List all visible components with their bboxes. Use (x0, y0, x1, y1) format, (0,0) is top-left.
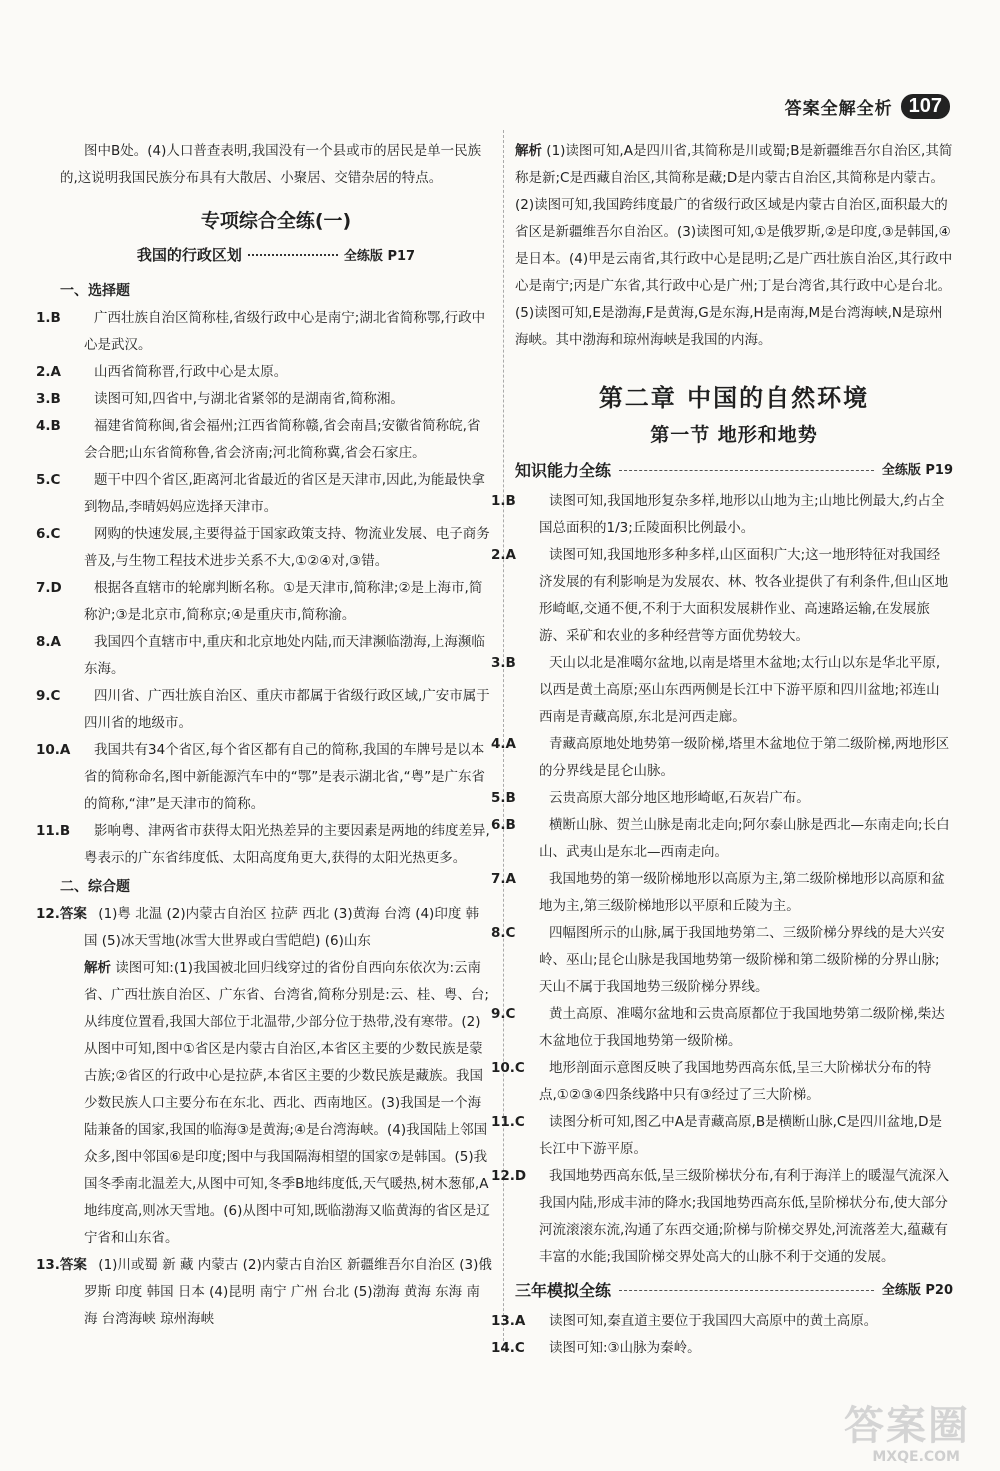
answer-text: 读图可知,秦直道主要位于我国四大高原中的黄土高原。 (549, 1313, 878, 1329)
answer-text: 我国共有34个省区,每个省区都有自己的简称,我国的车牌号是以本省的简称命名,图中新能源汽车中的“鄂”是表示湖北省,“粤”是广东省的简称,“津”是天津市的简称。 (84, 742, 486, 812)
answer-text: 黄土高原、准噶尔盆地和云贵高原都位于我国地势第二级阶梯,柴达木盆地位于我国地势第一级阶梯。 (539, 1006, 945, 1049)
answer-item (491, 1163, 953, 1271)
q12-answer (36, 901, 492, 955)
q12-analysis-text: 读图可知:(1)我国被北回归线穿过的省份自西向东依次为:云南省、广西壮族自治区、广东省、台湾省,简称分别是:云、桂、粤、台;从纬度位置看,我国大部位于北温带,少部分位于热带,没有寒带。(2)从图中可知,图中①省区是内蒙古自治区,本省区主要的少数民族是蒙古族;②省区的行政中心是拉萨,本省区主要的少数民族是藏族。我国少数民族人口主要分布在东北、西北、西南地区。(3)我国是一个海陆兼备的国家,我国的临海③是黄海;④是台湾海峡。(4)我国陆上邻国众多,图中邻国⑥是印度;图中与我国隔海相望的国家⑦是韩国。(5)我国冬季南北温差大,从图中可知,冬季B地纬度低,天气暖热,树木葱郁,A地纬度高,则冰天雪地。(6)从图中可知,既临渤海又临黄海的省区是辽宁省和山东省。 (84, 960, 490, 1246)
q12-answer-text: (1)粤 北温 (2)内蒙古自治区 拉萨 西北 (3)黄海 台湾 (4)印度 韩国 (5)冰天雪地(冰雪大世界或白雪皑皑) (6)山东 (84, 906, 480, 949)
answer-text: 读图分析可知,图乙中A是青藏高原,B是横断山脉,C是四川盆地,D是长江中下游平原。 (539, 1114, 942, 1157)
answer-text: 青藏高原地处地势第一级阶梯,塔里木盆地位于第二级阶梯,两地形区的分界线是昆仑山脉。 (539, 736, 950, 779)
watermark-url: MXQE.COM (872, 1449, 960, 1465)
answer-number: 9.C (36, 688, 61, 704)
answer-item (491, 1109, 953, 1163)
answer-number: 7.D (36, 580, 62, 596)
left-answer-list (36, 305, 492, 872)
answer-item (36, 467, 492, 521)
left-column (36, 138, 492, 1431)
bar-three-year-line (619, 1290, 874, 1291)
answer-number: 1.B (491, 493, 516, 509)
subsection-ref: 全练版 P17 (343, 249, 416, 264)
answer-text: 我国四个直辖市中,重庆和北京地处内陆,而天津濒临渤海,上海濒临东海。 (84, 634, 485, 677)
watermark-logo: 答案圈 (844, 1403, 970, 1449)
answer-number: 11.B (36, 823, 71, 839)
answer-number: 11.C (491, 1114, 525, 1130)
answer-number: 6.B (491, 817, 516, 833)
answer-number: 5.C (36, 472, 61, 488)
category-choice: 一、选择题 (60, 283, 130, 299)
answer-item (36, 305, 492, 359)
subsection-title (60, 242, 492, 270)
answer-text: 福建省简称闽,省会福州;江西省简称赣,省会南昌;安徽省简称皖,省会合肥;山东省简称鲁,省会济南;河北简称冀,省会石家庄。 (84, 418, 481, 461)
answer-text: 读图可知:③山脉为秦岭。 (549, 1340, 701, 1356)
answer-number: 2.A (36, 364, 61, 380)
q13-analysis-label: 解析 (515, 143, 542, 159)
chapter-title: 第二章 中国的自然环境 (598, 384, 870, 412)
bar-three-year-title: 三年模拟全练 (515, 1281, 612, 1300)
intro-paragraph: 图中B处。(4)人口普查表明,我国没有一个县或市的居民是单一民族的,这说明我国民族分布具有大散居、小聚居、交错杂居的特点。 (60, 143, 482, 186)
bar-three-year-ref: 全练版 P20 (881, 1283, 953, 1298)
answer-item (491, 812, 953, 866)
answer-number: 4.A (491, 736, 516, 752)
subsection-name: 我国的行政区划 (136, 246, 242, 264)
answer-text: 读图可知,我国地形复杂多样,地形以山地为主;山地比例最大,约占全国总面积的1/3;丘陵面积比例最小。 (539, 493, 945, 536)
answer-number: 10.A (36, 742, 71, 758)
answer-number: 3.B (491, 655, 516, 671)
answer-text: 我国地势的第一级阶梯地形以高原为主,第二级阶梯地形以高原和盆地为主,第三级阶梯地形以平原和丘陵为主。 (539, 871, 945, 914)
q13-analysis-text: (1)读图可知,A是四川省,其简称是川或蜀;B是新疆维吾尔自治区,其简称是新;C是西藏自治区,其简称是藏;D是内蒙古自治区,其简称是内蒙古。(2)读图可知,我国跨纬度最广的省级行政区域是内蒙古自治区,面积最大的省区是新疆维吾尔自治区。(3)读图可知,①是俄罗斯,②是印度,③是韩国,④是日本。(4)甲是云南省,其行政中心是昆明;乙是广西壮族自治区,其行政中心是南宁;丙是广东省,其行政中心是广州;丁是台湾省,其行政中心是台北。(5)读图可知,E是渤海,F是黄海,G是东海,H是南海,M是台湾海峡,N是琼州海峡。其中渤海和琼州海峡是我国的内海。 (515, 143, 953, 348)
answer-text: 四幅图所示的山脉,属于我国地势第二、三级阶梯分界线的是大兴安岭、巫山;昆仑山脉是我国地势第一级阶梯和第二级阶梯的分界山脉;天山不属于我国地势三级阶梯分界线。 (539, 925, 945, 995)
bar-three-year (515, 1277, 953, 1304)
answer-text: 我国地势西高东低,呈三级阶梯状分布,有利于海洋上的暖湿气流深入我国内陆,形成丰沛的降水;我国地势西高东低,呈阶梯状分布,使大部分河流滚滚东流,沟通了东西交通;阶梯与阶梯交界处,河流落差大,蕴藏有丰富的水能;我国阶梯交界处高大的山脉不利于交通的发展。 (539, 1168, 950, 1265)
answer-item (36, 737, 492, 818)
bar-knowledge-line (619, 470, 874, 471)
answer-text: 题干中四个省区,距离河北省最近的省区是天津市,因此,为能最快拿到物品,李晴妈妈应选择天津市。 (84, 472, 485, 515)
right-answer-list (491, 488, 953, 1271)
q13-number: 13.答案 (36, 1257, 87, 1273)
answer-text: 山西省简称晋,行政中心是太原。 (94, 364, 288, 380)
answer-number: 8.C (491, 925, 516, 941)
answer-number: 10.C (491, 1060, 525, 1076)
answer-text: 横断山脉、贺兰山脉是南北走向;阿尔泰山脉是西北—东南走向;长白山、武夷山是东北—西南走向。 (539, 817, 950, 860)
answer-text: 云贵高原大部分地区地形崎岖,石灰岩广布。 (549, 790, 810, 806)
bar-knowledge (515, 457, 953, 484)
category-comprehensive: 二、综合题 (60, 879, 130, 895)
answer-text: 四川省、广西壮族自治区、重庆市都属于省级行政区域,广安市属于四川省的地级市。 (84, 688, 490, 731)
section-title: 专项综合全练(一) (200, 210, 352, 232)
answer-item (36, 413, 492, 467)
answer-number: 14.C (491, 1340, 525, 1356)
answer-item (36, 521, 492, 575)
right-answer-list-2 (491, 1308, 953, 1362)
answer-number: 13.A (491, 1313, 526, 1329)
answer-number: 7.A (491, 871, 516, 887)
answer-item (491, 488, 953, 542)
answer-item (36, 575, 492, 629)
right-column (491, 138, 953, 1431)
answer-text: 读图可知,四省中,与湖北省紧邻的是湖南省,简称湘。 (94, 391, 404, 407)
q13-analysis (515, 138, 953, 354)
q13-answer (36, 1252, 492, 1333)
q12-analysis-label: 解析 (84, 960, 111, 976)
answer-item (491, 1335, 953, 1362)
answer-number: 2.A (491, 547, 516, 563)
answer-number: 3.B (36, 391, 61, 407)
answer-item (36, 629, 492, 683)
answer-item (36, 818, 492, 872)
bar-knowledge-title: 知识能力全练 (515, 461, 612, 480)
answer-item (491, 866, 953, 920)
answer-text: 网购的快速发展,主要得益于国家政策支持、物流业发展、电子商务普及,与生物工程技术进步关系不大,①②④对,③错。 (84, 526, 490, 569)
page-number: 107 (901, 94, 950, 119)
answer-text: 读图可知,我国地形多种多样,山区面积广大;这一地形特征对我国经济发展的有利影响是为发展农、林、牧各业提供了有利条件,但山区地形崎岖,交通不便,不利于大面积发展耕作业、高速路运输,在发展旅游、采矿和农业的多种经营等方面优势较大。 (539, 547, 949, 644)
q12-analysis (60, 955, 492, 1252)
answer-text: 地形剖面示意图反映了我国地势西高东低,呈三大阶梯状分布的特点,①②③④四条线路中只有③经过了三大阶梯。 (539, 1060, 932, 1103)
answer-number: 12.D (491, 1168, 527, 1184)
answer-number: 6.C (36, 526, 61, 542)
answer-item (491, 542, 953, 650)
answer-item (491, 1055, 953, 1109)
answer-number: 5.B (491, 790, 516, 806)
page-header (785, 94, 950, 119)
answer-item (36, 386, 492, 413)
q12-number: 12.答案 (36, 906, 87, 922)
answer-item (491, 920, 953, 1001)
answer-number: 4.B (36, 418, 61, 434)
header-title: 答案全解全析 (784, 99, 893, 119)
answer-number: 9.C (491, 1006, 516, 1022)
answer-item (491, 1308, 953, 1335)
answer-text: 根据各直辖市的轮廓判断名称。①是天津市,简称津;②是上海市,简称沪;③是北京市,简称京;④是重庆市,简称渝。 (84, 580, 483, 623)
answer-number: 8.A (36, 634, 61, 650)
answer-text: 影响粤、津两省市获得太阳光热差异的主要因素是两地的纬度差异,粤表示的广东省纬度低、太阳高度角更大,获得的太阳光热更多。 (84, 823, 490, 866)
answer-item (491, 731, 953, 785)
section-heading: 第一节 地形和地势 (650, 424, 818, 446)
leader-dots (248, 254, 338, 256)
answer-item (491, 785, 953, 812)
answer-item (36, 683, 492, 737)
bar-knowledge-ref: 全练版 P19 (881, 463, 953, 478)
answer-item (36, 359, 492, 386)
answer-item (491, 1001, 953, 1055)
answer-item (491, 650, 953, 731)
answer-text: 广西壮族自治区简称桂,省级行政中心是南宁;湖北省简称鄂,行政中心是武汉。 (84, 310, 486, 353)
answer-text: 天山以北是准噶尔盆地,以南是塔里木盆地;太行山以东是华北平原,以西是黄土高原;巫山东西两侧是长江中下游平原和四川盆地;祁连山西南是青藏高原,东北是河西走廊。 (539, 655, 941, 725)
q13-answer-text: (1)川或蜀 新 藏 内蒙古 (2)内蒙古自治区 新疆维吾尔自治区 (3)俄罗斯 印度 韩国 日本 (4)昆明 南宁 广州 台北 (5)渤海 黄海 东海 南海 台湾海峡 琼州海峡 (84, 1257, 492, 1327)
answer-number: 1.B (36, 310, 61, 326)
